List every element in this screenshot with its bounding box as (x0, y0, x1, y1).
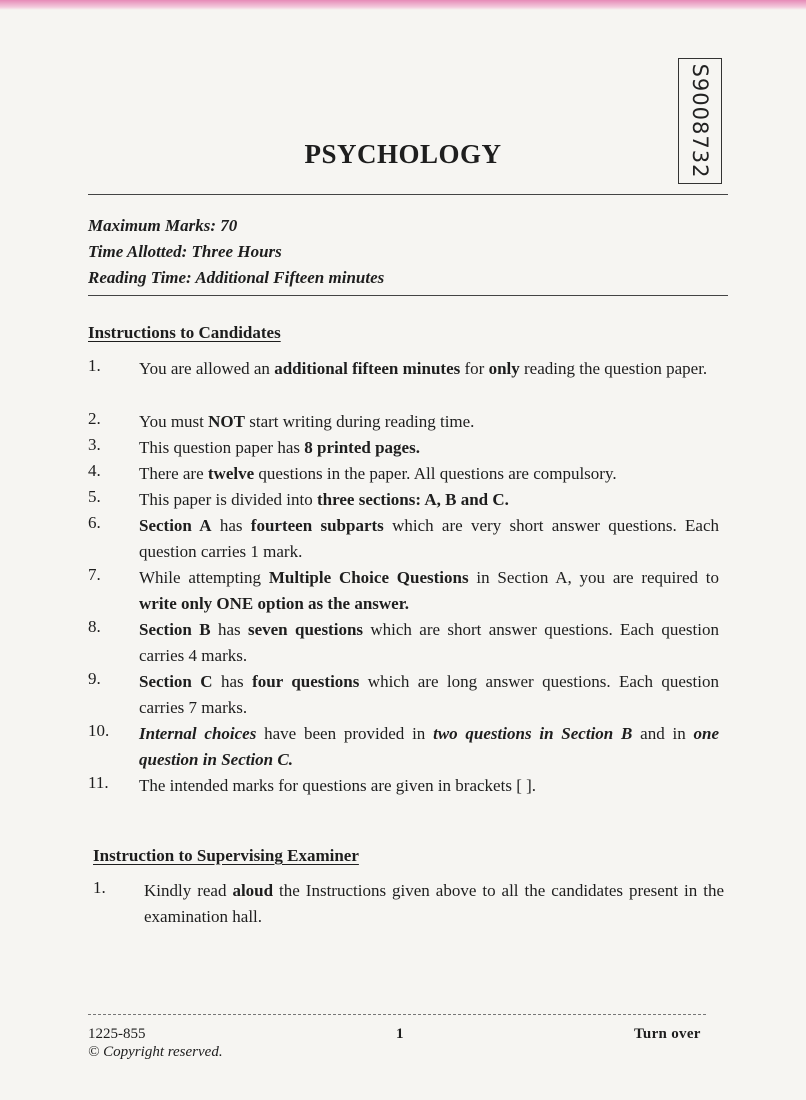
instruction-item-number: 5. (88, 487, 101, 506)
reading-time: Reading Time: Additional Fifteen minutes (88, 268, 385, 287)
serial-number: S9008732 (688, 63, 712, 179)
supervisor-instruction-item-number: 1. (93, 878, 106, 897)
instruction-item-text: Section A has fourteen subparts which are very short answer questions. Each question carries 1 mark. (139, 516, 719, 561)
footer-divider (88, 1014, 706, 1015)
instruction-item-text: Internal choices have been provided in two questions in Section B and in one question in Section C. (139, 724, 719, 769)
info-divider (88, 295, 728, 296)
instruction-item-text: While attempting Multiple Choice Questions in Section A, you are required to write only ONE option as the answer. (139, 568, 720, 613)
paper-title: PSYCHOLOGY (304, 139, 502, 169)
instruction-item-text: Section C has four questions which are long answer questions. Each question carries 7 marks. (139, 672, 719, 717)
exam-info (88, 213, 384, 291)
instruction-item-number: 2. (88, 409, 101, 428)
instruction-item-number: 7. (88, 565, 101, 584)
instruction-item-number: 1. (88, 356, 101, 375)
paper-code: 1225-855 (88, 1026, 146, 1042)
instruction-item-text: This paper is divided into three sections: A, B and C. (139, 490, 509, 509)
instruction-item-text: Section B has seven questions which are short answer questions. Each question carries 4 marks. (139, 620, 719, 665)
max-marks: Maximum Marks: 70 (88, 216, 238, 235)
time-allotted: Time Allotted: Three Hours (88, 242, 282, 261)
instruction-item-number: 11. (88, 773, 109, 792)
instructions-heading: Instructions to Candidates (88, 323, 281, 342)
page-top-edge (0, 0, 806, 10)
instruction-item-number: 4. (88, 461, 101, 480)
page-number: 1 (396, 1026, 404, 1042)
instruction-item-text: The intended marks for questions are given in brackets [ ]. (139, 776, 537, 795)
instruction-item-number: 6. (88, 513, 101, 532)
instruction-item-number: 3. (88, 435, 101, 454)
supervisor-heading: Instruction to Supervising Examiner (93, 846, 359, 865)
instruction-item-text: You must NOT start writing during reading time. (139, 412, 475, 431)
copyright-notice: © Copyright reserved. (88, 1044, 223, 1060)
instruction-item-number: 10. (88, 721, 110, 740)
instruction-item-text: There are twelve questions in the paper. All questions are compulsory. (139, 464, 617, 483)
instruction-item-text: You are allowed an additional fifteen minutes for only reading the question paper. (139, 359, 708, 378)
turn-over-label: Turn over (634, 1026, 701, 1042)
instruction-item-number: 9. (88, 669, 101, 688)
instruction-item-number: 8. (88, 617, 101, 636)
instruction-item-text: This question paper has 8 printed pages. (139, 438, 420, 457)
title-divider (88, 194, 728, 195)
supervisor-instruction-item-text: Kindly read aloud the Instructions given above to all the candidates present in the examination hall. (144, 881, 724, 926)
